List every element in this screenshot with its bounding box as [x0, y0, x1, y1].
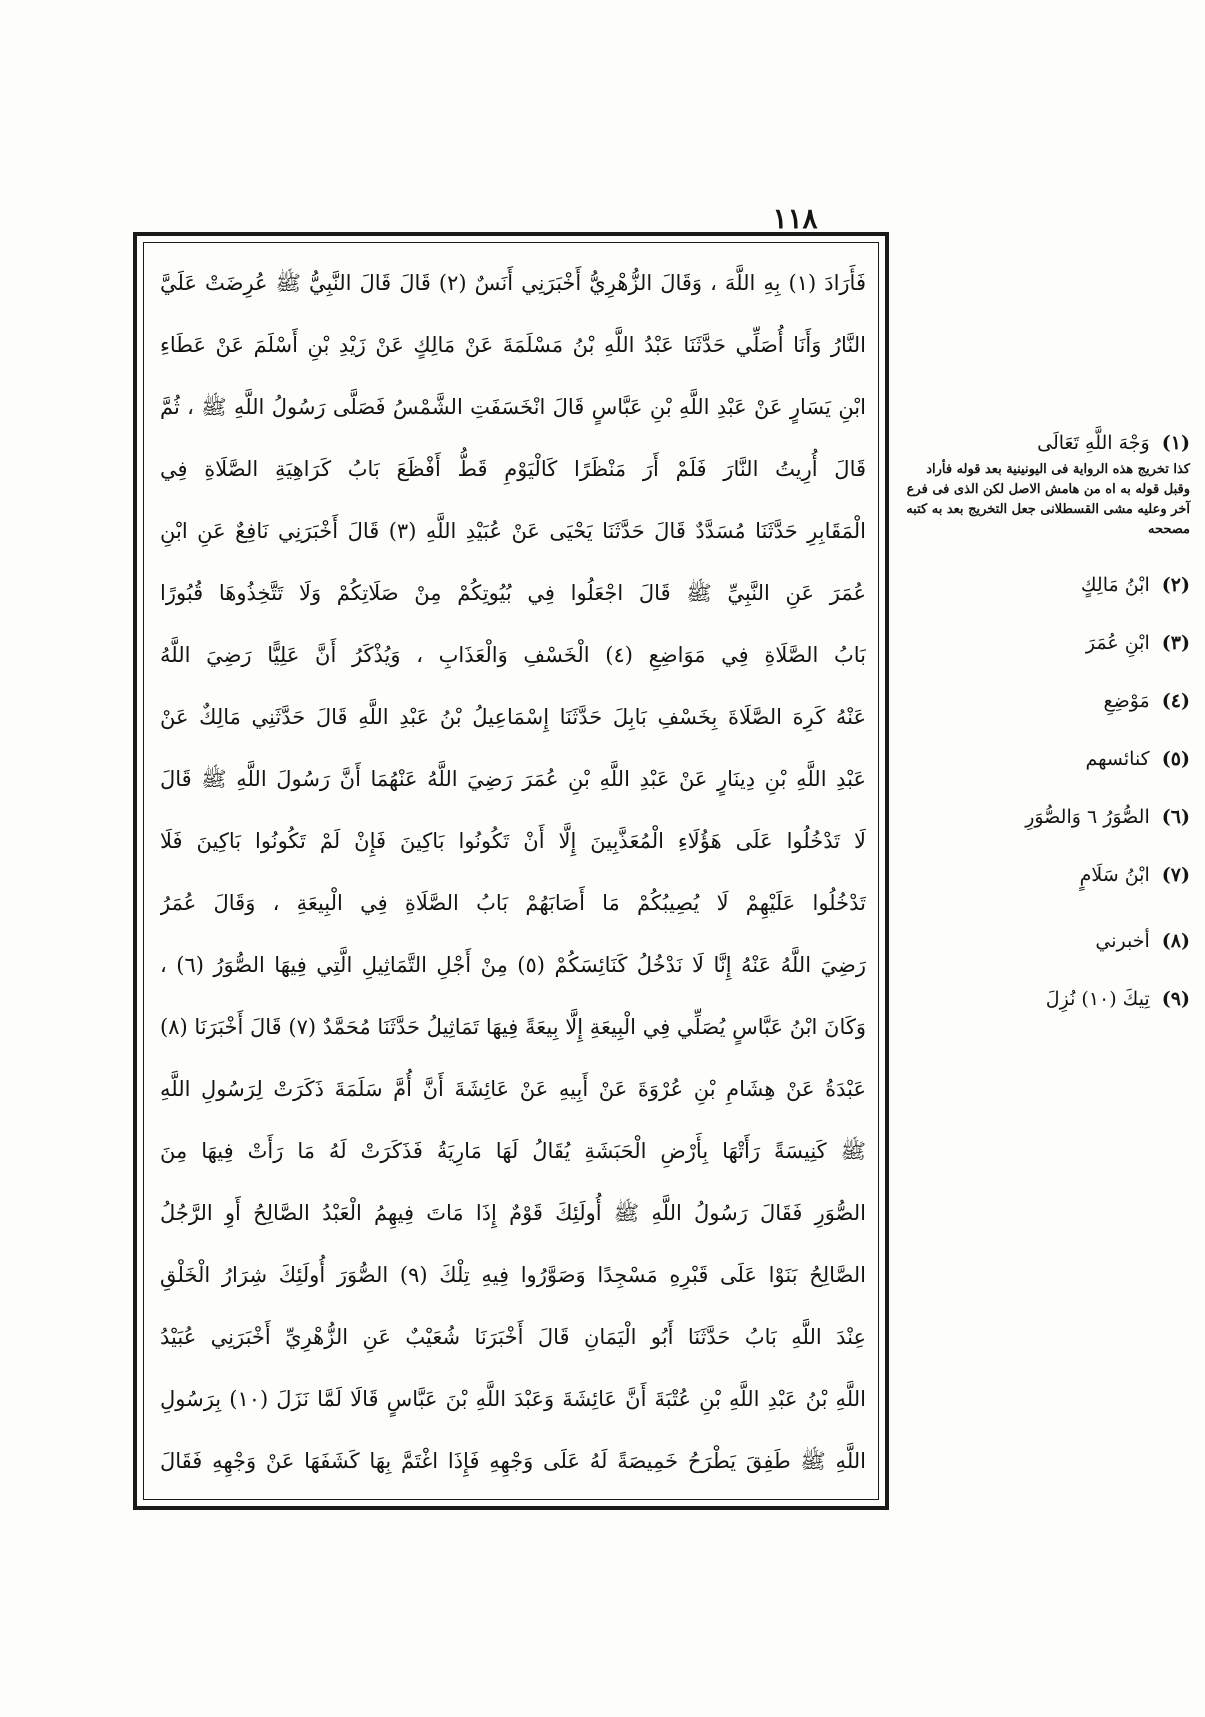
margin-note-text: ابْنُ سَلَامٍ: [1079, 864, 1150, 886]
text-line-1: فَأَرَادَ (١) بِهِ اللَّهَ ، وَقَالَ الزُّهْرِيُّ أَخْبَرَنِي أَنَسٌ (٢) قَالَ قَالَ النَّبِيُّ ﷺ عُرِضَتْ عَلَيَّ: [160, 271, 866, 295]
text-line-18: عِنْدَ اللَّهِ بَابُ حَدَّثَنَا أَبُو الْيَمَانِ قَالَ أَخْبَرَنَا شُعَيْبٌ عَنِ الزُّهْرِيِّ أَخْبَرَنِي عُبَيْدُ: [160, 1325, 866, 1349]
margin-note-9: [905, 986, 1190, 1012]
margin-note-1: [905, 430, 1190, 540]
margin-note-number: (٨): [1161, 930, 1190, 952]
margin-note-text: ابْنُ مَالِكٍ: [1080, 574, 1150, 596]
margin-note-8: [905, 928, 1190, 954]
text-line-10: لَا تَدْخُلُوا عَلَى هَؤُلَاءِ الْمُعَذَّبِينَ إِلَّا أَنْ تَكُونُوا بَاكِينَ فَإِنْ لَمْ تَكُونُوا بَاكِينَ فَلَا: [160, 829, 866, 853]
page-number: ١١٨: [772, 202, 818, 235]
text-line-14: عَبْدَةُ عَنْ هِشَامِ بْنِ عُرْوَةَ عَنْ أَبِيهِ عَنْ عَائِشَةَ أَنَّ أُمَّ سَلَمَةَ ذَكَرَتْ لِرَسُولِ اللَّهِ: [160, 1077, 866, 1101]
text-line-5: الْمَقَابِرِ حَدَّثَنَا مُسَدَّدٌ قَالَ حَدَّثَنَا يَحْيَى عَنْ عُبَيْدِ اللَّهِ (٣) قَالَ أَخْبَرَنِي نَافِعٌ عَنِ ابْنِ: [160, 519, 866, 543]
text-line-3: ابْنِ يَسَارٍ عَنْ عَبْدِ اللَّهِ بْنِ عَبَّاسٍ قَالَ انْخَسَفَتِ الشَّمْسُ فَصَلَّى رَسُولُ اللَّهِ ﷺ ، ثُمَّ: [160, 395, 866, 419]
margin-note-text: كنائسهم: [1085, 748, 1150, 770]
margin-note-text: مَوْضِعِ: [1103, 690, 1150, 712]
text-line-19: اللَّهِ بْنُ عَبْدِ اللَّهِ بْنِ عُتْبَةَ أَنَّ عَائِشَةَ وَعَبْدَ اللَّهِ بْنَ عَبَّاسٍ قَالَا لَمَّا نَزَلَ (١٠) بِرَسُولِ: [160, 1387, 866, 1411]
margin-note-text: وَجْهَ اللَّهِ تَعَالَى: [1037, 432, 1150, 454]
margin-note-7: [905, 862, 1190, 888]
text-line-11: تَدْخُلُوا عَلَيْهِمْ لَا يُصِيبُكُمْ مَا أَصَابَهُمْ بَابُ الصَّلَاةِ فِي الْبِيعَةِ ، وَقَالَ عُمَرُ: [160, 891, 866, 915]
margin-note-4: [905, 688, 1190, 714]
text-line-13: وَكَانَ ابْنُ عَبَّاسٍ يُصَلِّي فِي الْبِيعَةِ إِلَّا بِيعَةً فِيهَا تَمَاثِيلُ حَدَّثَنَا مُحَمَّدٌ (٧) قَالَ أَخْبَرَنَا (٨): [160, 1015, 866, 1039]
text-line-2: النَّارُ وَأَنَا أُصَلِّي حَدَّثَنَا عَبْدُ اللَّهِ بْنُ مَسْلَمَةَ عَنْ مَالِكٍ عَنْ زَيْدِ بْنِ أَسْلَمَ عَنْ عَطَاءِ: [160, 333, 866, 357]
text-line-15: ﷺ كَنِيسَةً رَأَتْهَا بِأَرْضِ الْحَبَشَةِ يُقَالُ لَهَا مَارِيَةُ فَذَكَرَتْ لَهُ مَا رَأَتْ فِيهَا مِنَ: [160, 1139, 866, 1163]
margin-note-number: (٥): [1161, 748, 1190, 770]
main-text-body: [160, 252, 866, 1492]
margin-note-text: ابْنِ عُمَرَ: [1085, 632, 1150, 654]
margin-note-6: [905, 804, 1190, 830]
margin-note-number: (٣): [1161, 632, 1190, 654]
margin-note-number: (٩): [1161, 988, 1190, 1010]
margin-note-explanation: كذا تخريج هذه الرواية فى اليونينية بعد قوله فأراد وقبل قوله به اه من هامش الاصل لكن الذى فى فرع آخر وعليه مشى القسطلانى جعل التخريج بعد به كتبه مصححه: [906, 462, 1190, 537]
margin-note-3: [905, 630, 1190, 656]
text-line-9: عَبْدِ اللَّهِ بْنِ دِينَارٍ عَنْ عَبْدِ اللَّهِ بْنِ عُمَرَ رَضِيَ اللَّهُ عَنْهُمَا أَنَّ رَسُولَ اللَّهِ ﷺ قَالَ: [160, 767, 866, 791]
margin-note-number: (١): [1161, 432, 1190, 454]
text-line-16: الصُّوَرِ فَقَالَ رَسُولُ اللَّهِ ﷺ أُولَئِكَ قَوْمٌ إِذَا مَاتَ فِيهِمُ الْعَبْدُ الصَّالِحُ أَوِ الرَّجُلُ: [160, 1201, 866, 1225]
margin-notes: [905, 430, 1190, 1044]
margin-note-text: تِيكَ (١٠) نُزِلَ: [1045, 988, 1150, 1010]
text-line-6: عُمَرَ عَنِ النَّبِيِّ ﷺ قَالَ اجْعَلُوا فِي بُيُوتِكُمْ مِنْ صَلَاتِكُمْ وَلَا تَتَّخِذُوهَا قُبُورًا: [160, 581, 866, 605]
margin-note-number: (٢): [1161, 574, 1190, 596]
text-line-17: الصَّالِحُ بَنَوْا عَلَى قَبْرِهِ مَسْجِدًا وَصَوَّرُوا فِيهِ تِلْكَ (٩) الصُّوَرَ أُولَئِكَ شِرَارُ الْخَلْقِ: [160, 1263, 866, 1287]
text-line-7: بَابُ الصَّلَاةِ فِي مَوَاضِعِ (٤) الْخَسْفِ وَالْعَذَابِ ، وَيُذْكَرُ أَنَّ عَلِيًّا رَضِيَ اللَّهُ: [160, 643, 866, 667]
margin-note-2: [905, 572, 1190, 598]
margin-note-number: (٤): [1161, 690, 1190, 712]
text-line-20: اللَّهِ ﷺ طَفِقَ يَطْرَحُ خَمِيصَةً لَهُ عَلَى وَجْهِهِ فَإِذَا اغْتَمَّ بِهَا كَشَفَهَا عَنْ وَجْهِهِ فَقَالَ: [160, 1449, 866, 1473]
text-line-12: رَضِيَ اللَّهُ عَنْهُ إِنَّا لَا نَدْخُلُ كَنَائِسَكُمْ (٥) مِنْ أَجْلِ التَّمَاثِيلِ الَّتِي فِيهَا الصُّوَرُ (٦) ،: [160, 953, 866, 977]
margin-note-text: أخبرني: [1095, 930, 1150, 952]
margin-note-5: [905, 746, 1190, 772]
margin-note-number: (٧): [1161, 864, 1190, 886]
text-line-4: قَالَ أُرِيتُ النَّارَ فَلَمْ أَرَ مَنْظَرًا كَالْيَوْمِ قَطُّ أَفْظَعَ بَابُ كَرَاهِيَةِ الصَّلَاةِ فِي: [160, 457, 866, 481]
margin-note-number: (٦): [1161, 806, 1190, 828]
text-line-8: عَنْهُ كَرِهَ الصَّلَاةَ بِخَسْفِ بَابِلَ حَدَّثَنَا إِسْمَاعِيلُ بْنُ عَبْدِ اللَّهِ قَالَ حَدَّثَنِي مَالِكٌ عَنْ: [160, 705, 866, 729]
margin-note-text: الصُّوَرُ ٦ وَالصُّوَرِ: [1025, 806, 1150, 828]
